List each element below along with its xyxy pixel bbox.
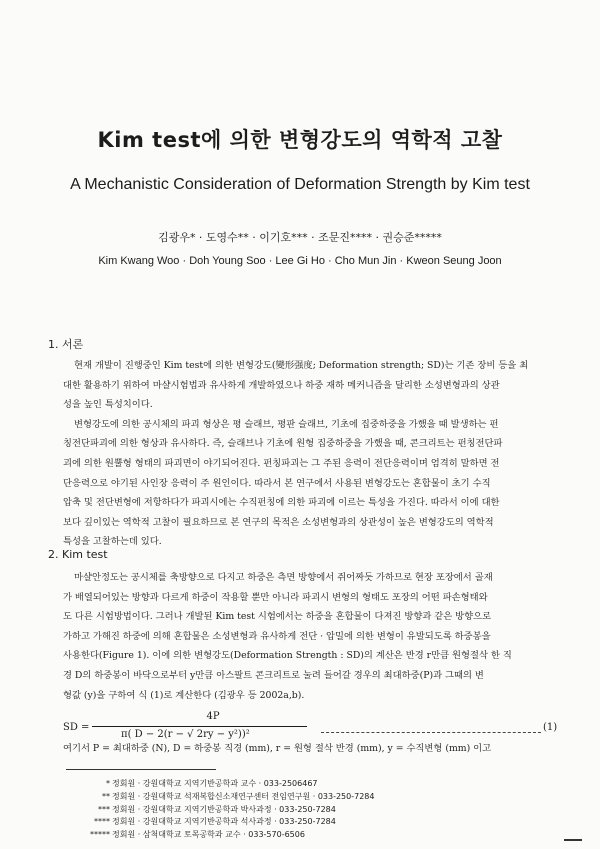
footnote-mark: ***** — [90, 830, 110, 840]
footnote-mark: *** — [98, 804, 110, 814]
text-line: 경 D의 하중봉이 바닥으로부터 y만큼 아스팔트 콘크리트로 눌려 들어갈 경우의 최대하중(P)과 그때의 변 — [63, 669, 484, 681]
footnote-item — [82, 816, 502, 829]
equation-lhs: SD = — [63, 722, 90, 733]
equation-leader-dashes — [321, 722, 541, 733]
text-line: 가 배열되어있는 방향과 다르게 하중이 작용할 뿐만 아니라 파괴시 변형의 형태도 포장의 어떤 파손형태와 — [63, 591, 488, 603]
footnote-text: 정회원 · 강원대학교 지역기반공학과 박사과정 · 033-250-7284 — [112, 804, 336, 814]
footnote-mark: ** — [102, 791, 110, 801]
text-line: 칭전단파괴에 의한 형상과 유사하다. 즉, 슬래브나 기초에 원형 집중하중을 가했을 때, 콘크리트는 펀칭전단파 — [63, 438, 503, 450]
text-line: 압축 및 전단변형에 저항하다가 파괴시에는 수직펀칭에 의한 파괴에 이르는 특성을 가진다. 따라서 이에 대한 — [63, 497, 500, 509]
footnote-item — [82, 804, 502, 817]
footnote-mark: * — [106, 779, 110, 788]
authors-english: Kim Kwang Woo · Doh Young Soo · Lee Gi Ho · Cho Mun Jin · Kweon Seung Joon — [98, 255, 502, 267]
text-line: 가하고 가해진 하중에 의해 혼합물은 소성변형과 유사하게 전단 · 압밀에 의한 변형이 유발되도록 하중봉을 — [63, 630, 491, 642]
equation-denominator: π( D − 2(r − √ 2ry − y²))² — [121, 729, 250, 740]
text-line: 대한 활용하기 위하여 마샬시험법과 유사하게 개발하였으나 하중 재하 메커니즘을 달리한 소성변형과의 상관 — [63, 379, 500, 391]
paper-title-english: A Mechanistic Consideration of Deformation Strength by Kim test — [70, 176, 530, 193]
text-line: 도 다른 시험방법이다. 그러나 개발된 Kim test 시험에서는 하중을 혼합물이 다져진 방향과 같은 방향으로 — [63, 611, 492, 623]
text-line: 형값 (y)을 구하여 식 (1)로 계산한다 (김광우 등 2002a,b). — [63, 689, 305, 701]
footnote-text: 정회원 · 강원대학교 지역기반공학과 교수 · 033-2506467 — [112, 779, 318, 788]
paper-title-korean: Kim test에 의한 변형강도의 역학적 고찰 — [97, 128, 503, 152]
section-body-introduction — [63, 356, 558, 552]
text-line: 성을 높인 특성치이다. — [63, 399, 153, 411]
text-line: 단응력으로 야기된 사인장 응력이 주 원인이다. 따라서 본 연구에서 사용된 변형강도는 혼합물이 초기 수직 — [63, 477, 491, 489]
text-line: 변형강도에 의한 공시체의 파괴 형상은 평 슬래브, 평판 슬래브, 기초에 집중하중을 가했을 때 발생하는 펀 — [74, 418, 499, 430]
authors-korean: 김광우* · 도영수** · 이기호*** · 조문진**** · 권승준***** — [158, 231, 442, 244]
footnote-item — [82, 829, 502, 842]
footnote-text: 정회원 · 강원대학교 지역기반공학과 석사과정 · 033-250-7284 — [112, 817, 336, 827]
equation-variable-definitions: 여기서 P = 최대하중 (N), D = 하중봉 직경 (mm), r = 원형 절삭 반경 (mm), y = 수직변형 (mm) 이고 — [63, 743, 492, 754]
footnote-item — [82, 778, 502, 791]
footnote-divider — [66, 769, 216, 770]
text-line: 사용한다(Figure 1). 이에 의한 변형강도(Deformation Strength : SD)의 계산은 반경 r만큼 원형절삭 한 직 — [63, 650, 512, 662]
section-heading-kim-test: 2. Kim test — [48, 548, 108, 561]
section-body-kim-test — [63, 568, 558, 705]
text-line: 보다 깊이있는 역학적 고찰이 필요하므로 본 연구의 목적은 소성변형과의 상관성이 높은 변형강도의 역학적 — [63, 516, 494, 528]
equation-numerator: 4P — [206, 711, 220, 722]
author-footnotes — [82, 778, 502, 842]
section-heading-introduction: 1. 서론 — [48, 338, 84, 351]
equation-number: (1) — [543, 722, 558, 733]
footnote-item — [82, 791, 502, 804]
page-number-mark — [564, 839, 582, 841]
footnote-text: 정회원 · 강원대학교 석재복합신소재연구센터 전임연구원 · 033-250-7284 — [112, 791, 375, 801]
text-line: 현재 개발이 진행중인 Kim test에 의한 변형강도(變形强度; Deformation strength; SD)는 기존 장비 등을 최 — [74, 360, 529, 371]
text-line: 마샬안정도는 공시체를 축방향으로 다지고 하중은 측면 방향에서 쥐어짜듯 가하므로 현장 포장에서 골재 — [74, 572, 493, 583]
fraction-bar — [92, 726, 307, 727]
text-line: 특성을 고찰하는데 있다. — [63, 536, 162, 548]
text-line: 괴에 의한 원뿔형 형태의 파괴면이 야기되어진다. 펀칭파괴는 그 주된 응력이 전단응력이며 엄격히 말하면 전 — [63, 457, 500, 469]
footnote-text: 정회원 · 삼척대학교 토목공학과 교수 · 033-570-6506 — [112, 830, 305, 840]
footnote-mark: **** — [94, 817, 110, 827]
